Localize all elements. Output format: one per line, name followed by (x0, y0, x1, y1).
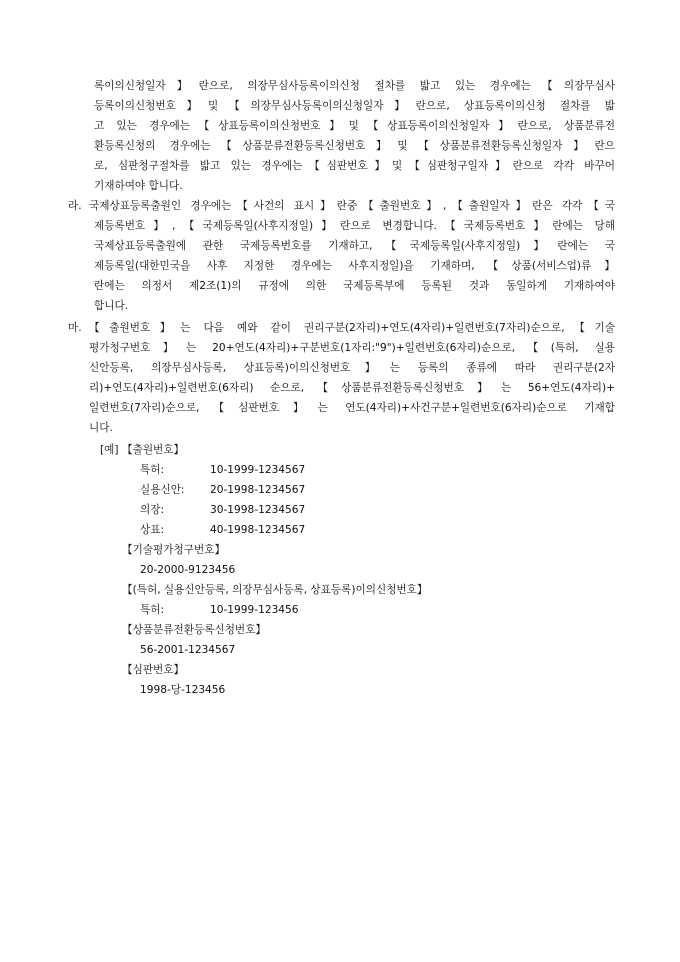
example-heading-tech-eval: 【기술평가청구번호】 (122, 544, 226, 556)
para-ra-line-1: 국제상표등록출원인 경우에는【사건의 표시】란중【출원번호】,【출원일자】란은 각각【국 (89, 200, 615, 212)
example-kind-utility: 실용신안: (140, 484, 185, 496)
example-number-tech-eval: 20-2000-9123456 (140, 564, 236, 576)
para-da-line-4: 환등록신청의 경우에는【상품분류전환등록신청번호】및【상품분류전환등록신청일자】란으 (94, 140, 615, 152)
para-ra-line-5: 란에는 의정서 제2조(1)의 규정에 의한 국제등록부에 등록된 것과 동일하게 기재하여야 (94, 280, 615, 292)
example-number-design: 30-1998-1234567 (210, 504, 306, 516)
para-da-line-5: 로, 심판청구절차를 밟고 있는 경우에는【심판번호】및【심판청구일자】란으로 각각 바꾸어 (94, 160, 615, 172)
para-da-line-6: 기재하여야 합니다. (94, 180, 183, 192)
para-ra-line-3: 국제상표등록출원에 관한 국제등록번호를 기재하고,【국제등록일(사후지정일)】란에는 국 (94, 240, 615, 252)
example-heading-conversion: 【상품분류전환등록신청번호】 (122, 624, 266, 636)
example-heading-trial: 【심판번호】 (122, 664, 185, 676)
example-number-conversion: 56-2001-1234567 (140, 644, 236, 656)
para-da-line-2: 등록이의신청번호】및【의장무심사등록이의신청일자】란으로, 상표등록이의신청 절차를 밟 (94, 100, 615, 112)
example-number-patent: 10-1999-1234567 (210, 464, 306, 476)
para-ma-line-4: 리)+연도(4자리)+일련번호(6자리) 순으로,【상품분류전환등록신청번호】는 56+연도(4자리)+ (89, 382, 615, 394)
para-ra-marker: 라. (68, 200, 82, 212)
example-number-trademark: 40-1998-1234567 (210, 524, 306, 536)
para-ma-line-1: 【출원번호】는 다음 예와 같이 권리구분(2자리)+연도(4자리)+일련번호(7자리)순으로,【기술 (89, 322, 615, 334)
para-da-line-1: 록이의신청일자】란으로, 의장무심사등록이의신청 절차를 밟고 있는 경우에는【의장무심사 (94, 80, 615, 92)
example-kind-opposition: 특허: (140, 604, 165, 616)
example-heading-application: 【출원번호】 (122, 444, 185, 456)
para-ma-line-6: 니다. (89, 422, 113, 434)
example-kind-patent: 특허: (140, 464, 165, 476)
para-ma-line-3: 신안등록, 의장무심사등록, 상표등록)이의신청번호】는 등록의 종류에 따라 권리구분(2자 (89, 362, 615, 374)
para-ma-line-2: 평가청구번호】는 20+연도(4자리)+구분번호(1자리:"9")+일련번호(6자리)순으로,【(특허, 실용 (89, 342, 615, 354)
example-number-utility: 20-1998-1234567 (210, 484, 306, 496)
example-number-opposition: 10-1999-123456 (210, 604, 299, 616)
para-da-line-3: 고 있는 경우에는【상표등록이의신청번호】및【상표등록이의신청일자】란으로, 상품분류전 (94, 120, 615, 132)
para-ma-marker: 마. (68, 322, 82, 334)
example-label: [예] (100, 444, 119, 456)
para-ra-line-4: 제등록일(대한민국을 사후 지정한 경우에는 사후지정일)을 기재하며,【상품(서비스업)류】 (94, 260, 615, 272)
example-number-trial: 1998-당-123456 (140, 684, 226, 696)
para-ra-line-2: 제등록번호】,【국제등록일(사후지정일)】란으로 변경합니다.【국제등록번호】란에는 당해 (94, 220, 615, 232)
para-ra-line-6: 합니다. (94, 300, 129, 312)
example-kind-design: 의장: (140, 504, 165, 516)
example-heading-opposition: 【(특허, 실용신안등록, 의장무심사등록, 상표등록)이의신청번호】 (122, 584, 428, 596)
example-kind-trademark: 상표: (140, 524, 165, 536)
para-ma-line-5: 일련번호(7자리)순으로,【심판번호】는 연도(4자리)+사건구분+일련번호(6자리)순으로 기재합 (89, 402, 615, 414)
